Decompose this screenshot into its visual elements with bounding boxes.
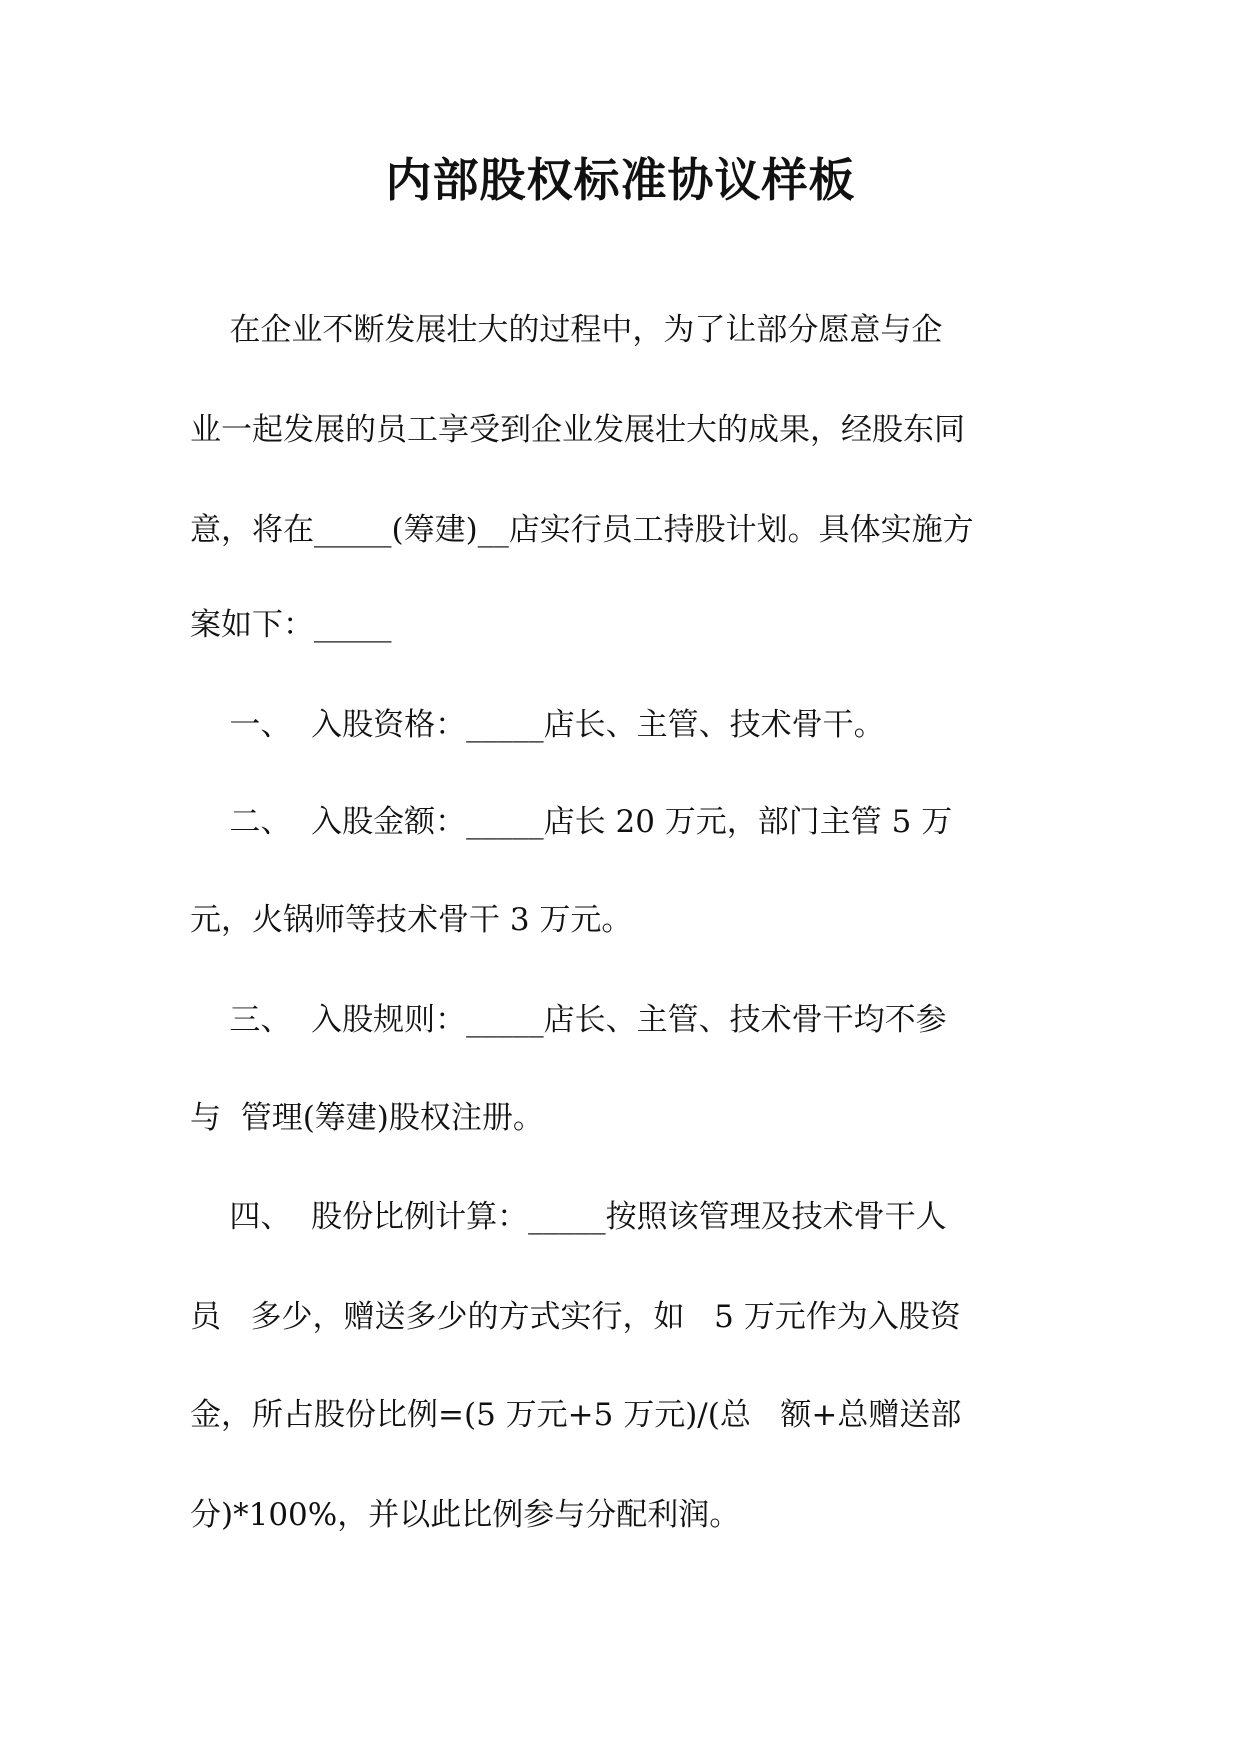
clause-4-line: 金，所占股份比例=(5 万元+5 万元)/(总 额+总赠送部 <box>190 1397 962 1433</box>
clause-3-line: 三、 入股规则：_____店长、主管、技术骨干均不参 <box>190 1002 947 1038</box>
clause-2-line: 二、 入股金额：_____店长 20 万元，部门主管 5 万 <box>190 804 953 840</box>
clause-4-line: 员 多少，赠送多少的方式实行，如 5 万元作为入股资 <box>190 1299 961 1335</box>
paragraph-line: 在企业不断发展壮大的过程中，为了让部分愿意与企 <box>190 312 943 348</box>
clause-4-line: 分)*100%，并以此比例参与分配利润。 <box>190 1497 741 1533</box>
clause-1-line: 一、 入股资格：_____店长、主管、技术骨干。 <box>190 707 885 743</box>
paragraph-line: 意，将在_____(筹建)__店实行员工持股计划。具体实施方 <box>190 512 974 548</box>
clause-3-line: 与 管理(筹建)股权注册。 <box>190 1100 544 1136</box>
paragraph-line: 业一起发展的员工享受到企业发展壮大的成果，经股东同 <box>190 412 965 448</box>
clause-2-line: 元，火锅师等技术骨干 3 万元。 <box>190 902 633 938</box>
clause-4-line: 四、 股份比例计算：_____按照该管理及技术骨干人 <box>190 1199 947 1235</box>
document-title: 内部股权标准协议样板 <box>385 153 856 207</box>
paragraph-line: 案如下：_____ <box>190 607 392 643</box>
